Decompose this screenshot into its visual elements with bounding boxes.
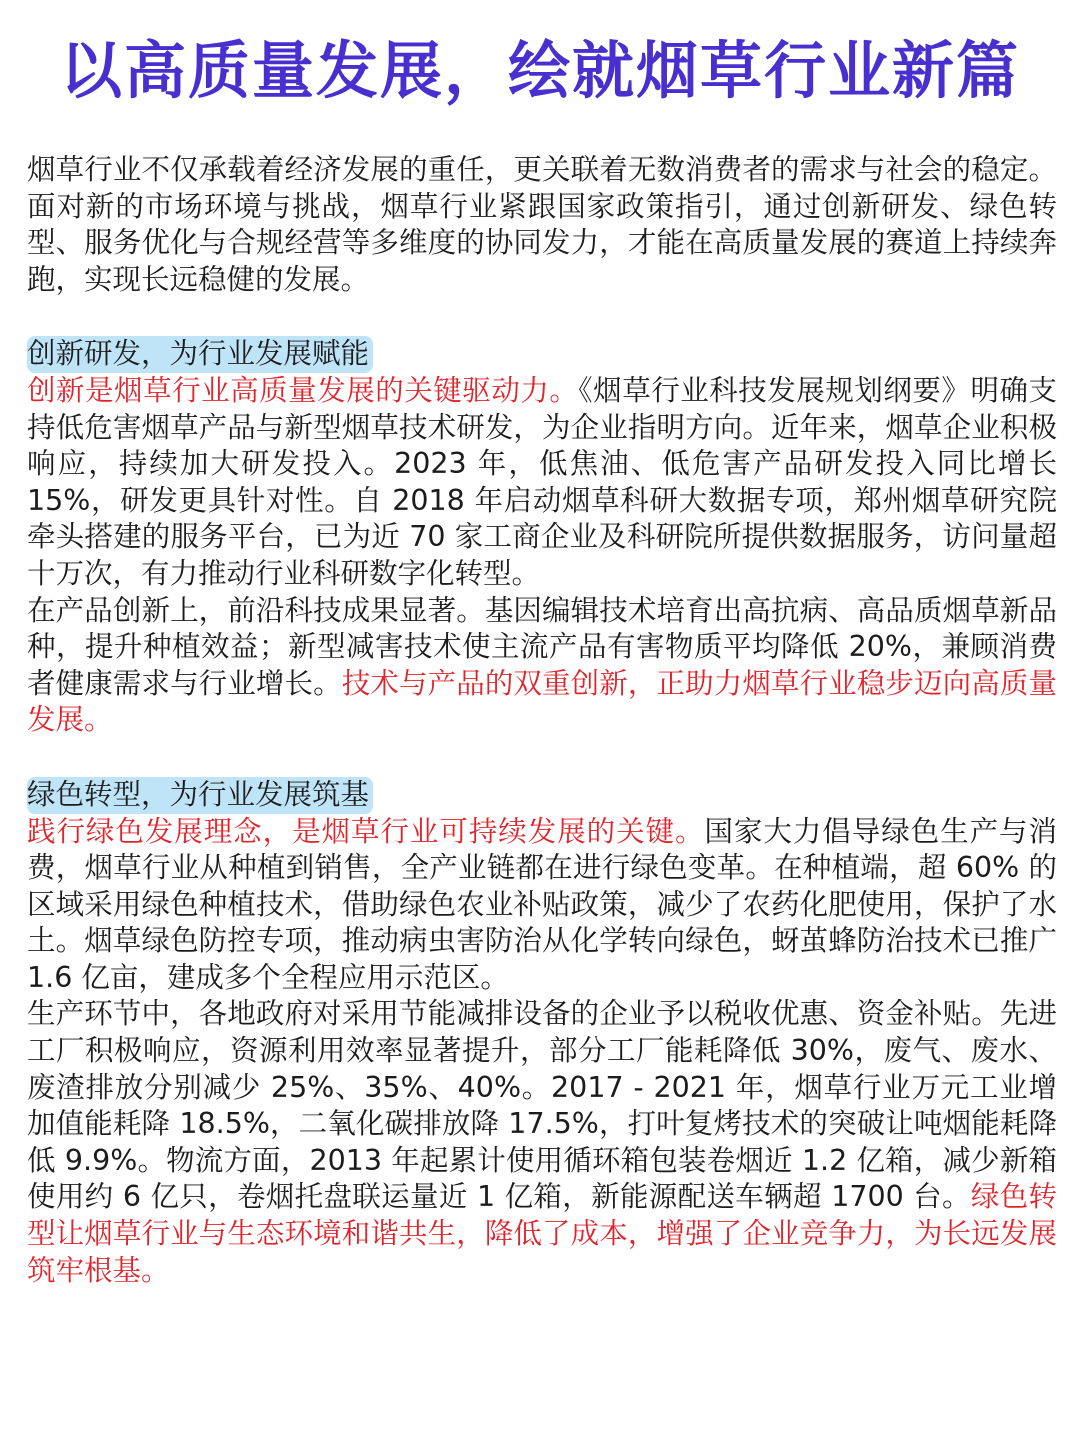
section-heading-innovation: 创新研发，为行业发展赋能 [27,336,373,373]
innovation-conclusion: 技术与产品的双重创新，正助力烟草行业稳步迈向高质量发展。 [27,666,1057,737]
intro-paragraph: 烟草行业不仅承载着经济发展的重任，更关联着无数消费者的需求与社会的稳定。面对新的市场环境与挑战，烟草行业紧跟国家政策指引，通过创新研发、绿色转型、服务优化与合规经营等多维度的协同发力，才能在高质量发展的赛道上持续奔跑，实现长远稳健的发展。 [27,153,1057,296]
section-green [27,777,1057,1289]
green-paragraph-1 [27,814,1057,997]
page-title: 以高质量发展，绘就烟草行业新篇 [59,34,1020,107]
innovation-key-sentence: 创新是烟草行业高质量发展的关键驱动力。 [27,373,579,407]
green-paragraph-2 [27,996,1057,1289]
article-body [27,152,1057,1289]
green-key-sentence: 践行绿色发展理念，是烟草行业可持续发展的关键。 [27,814,705,848]
green-body-text-2: 生产环节中，各地政府对采用节能减排设备的企业予以税收优惠、资金补贴。先进工厂积极响应，资源利用效率显著提升，部分工厂能耗降低 30%，废气、废水、废渣排放分别减少 25%、35%、40%。2017 - 2021 年，烟草行业万元工业增加值能耗降 18.5%，二氧化碳排放降 17.5%，打叶复烤技术的突破让吨烟能耗降低 9.9%。物流方面，2013 年起累计使用循环箱包装卷烟近 1.2 亿箱，减少新箱使用约 6 亿只，卷烟托盘联运量近 1 亿箱，新能源配送车辆超 1700 台。 [27,997,1057,1214]
innovation-paragraph-2 [27,593,1057,739]
innovation-paragraph-1 [27,373,1057,593]
innovation-body-text-2: 在产品创新上，前沿科技成果显著。基因编辑技术培育出高抗病、高品质烟草新品种，提升种植效益；新型减害技术使主流产品有害物质平均降低 20%，兼顾消费者健康需求与行业增长。 [27,593,1057,700]
section-heading-green: 绿色转型，为行业发展筑基 [27,777,373,814]
section-innovation [27,336,1057,739]
section-gap [27,298,1057,336]
green-body-text-1: 国家大力倡导绿色生产与消费，烟草行业从种植到销售，全产业链都在进行绿色变革。在种植端，超 60% 的区域采用绿色种植技术，借助绿色农业补贴政策，减少了农药化肥使用，保护了水土。烟草绿色防控专项，推动病虫害防治从化学转向绿色，蚜茧蜂防治技术已推广 1.6 亿亩，建成多个全程应用示范区。 [27,814,1057,994]
innovation-body-text-1: 《烟草行业科技发展规划纲要》明确支持低危害烟草产品与新型烟草技术研发，为企业指明方向。近年来，烟草企业积极响应，持续加大研发投入。2023 年，低焦油、低危害产品研发投入同比增长 15%，研发更具针对性。自 2018 年启动烟草科研大数据专项，郑州烟草研究院牵头搭建的服务平台，已为近 70 家工商企业及科研院所提供数据服务，访问量超十万次，有力推动行业科研数字化转型。 [27,373,1057,590]
green-conclusion: 绿色转型让烟草行业与生态环境和谐共生，降低了成本，增强了企业竞争力，为长远发展筑牢根基。 [27,1180,1057,1287]
section-gap [27,739,1057,777]
